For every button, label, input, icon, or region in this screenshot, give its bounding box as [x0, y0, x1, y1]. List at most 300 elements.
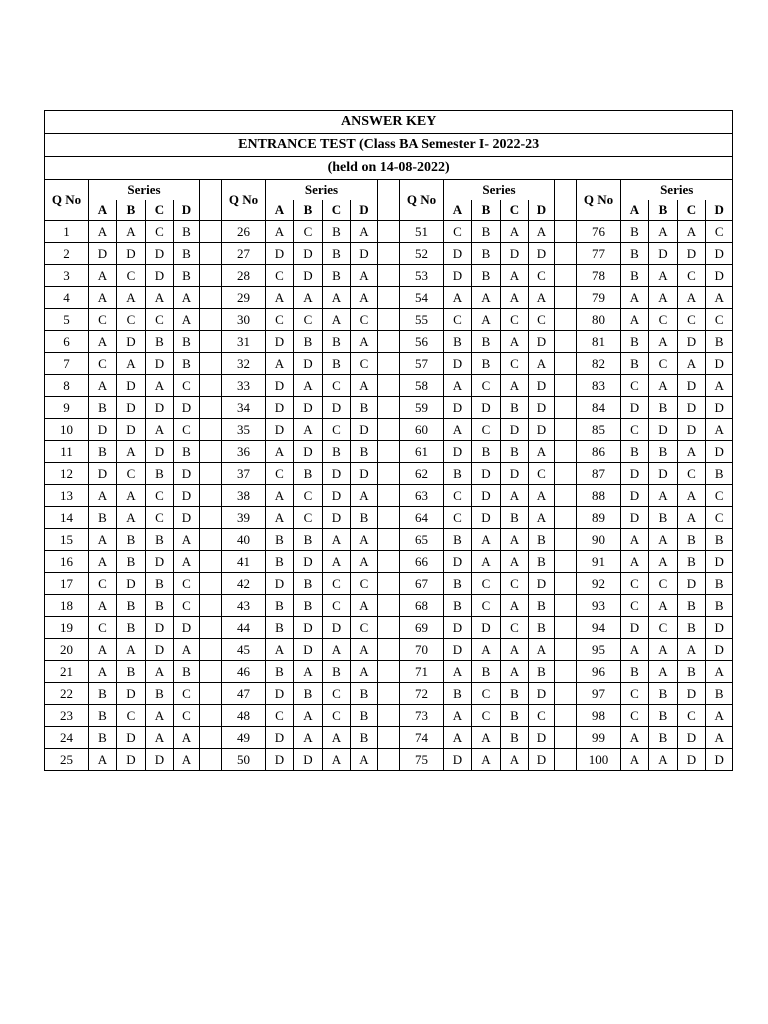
- question-number: 74: [400, 727, 444, 749]
- block-separator: [378, 705, 400, 727]
- answer-series-b: B: [649, 441, 678, 463]
- block-separator: [378, 595, 400, 617]
- answer-series-c: D: [146, 749, 174, 771]
- answer-series-c: B: [146, 463, 174, 485]
- question-number: 95: [577, 639, 621, 661]
- block-separator: [200, 683, 222, 705]
- answer-series-c: C: [501, 617, 529, 639]
- answer-series-d: B: [706, 573, 733, 595]
- answer-series-c: D: [678, 243, 706, 265]
- answer-series-b: C: [294, 507, 323, 529]
- answer-series-b: B: [294, 529, 323, 551]
- answer-series-d: C: [529, 309, 555, 331]
- question-number: 23: [45, 705, 89, 727]
- block-separator: [200, 265, 222, 287]
- series-c-header: C: [501, 200, 529, 221]
- answer-series-b: D: [472, 507, 501, 529]
- question-number: 85: [577, 419, 621, 441]
- answer-series-a: A: [89, 595, 117, 617]
- question-number: 84: [577, 397, 621, 419]
- answer-series-d: D: [706, 441, 733, 463]
- question-number: 36: [222, 441, 266, 463]
- question-number: 46: [222, 661, 266, 683]
- answer-series-a: A: [444, 661, 472, 683]
- answer-series-a: D: [444, 749, 472, 771]
- answer-series-d: A: [706, 727, 733, 749]
- answer-series-b: D: [117, 397, 146, 419]
- question-number: 30: [222, 309, 266, 331]
- question-number: 1: [45, 221, 89, 243]
- question-number: 89: [577, 507, 621, 529]
- answer-series-c: D: [146, 265, 174, 287]
- block-separator: [378, 727, 400, 749]
- held-on-date: (held on 14-08-2022): [45, 157, 733, 180]
- block-separator: [200, 180, 222, 221]
- test-subtitle: ENTRANCE TEST (Class BA Semester I- 2022-23: [45, 134, 733, 157]
- answer-series-a: A: [621, 749, 649, 771]
- page-title: ANSWER KEY: [45, 111, 733, 134]
- block-separator: [200, 485, 222, 507]
- question-number: 42: [222, 573, 266, 595]
- answer-series-d: B: [706, 331, 733, 353]
- block-separator: [555, 485, 577, 507]
- answer-series-a: A: [621, 529, 649, 551]
- answer-series-c: B: [323, 441, 351, 463]
- answer-series-a: A: [266, 353, 294, 375]
- question-number: 54: [400, 287, 444, 309]
- table-row: [45, 749, 733, 771]
- answer-series-b: D: [649, 463, 678, 485]
- answer-series-d: C: [174, 375, 200, 397]
- block-separator: [378, 617, 400, 639]
- block-separator: [200, 221, 222, 243]
- question-number: 4: [45, 287, 89, 309]
- answer-series-d: C: [174, 705, 200, 727]
- answer-series-a: B: [444, 683, 472, 705]
- answer-series-b: C: [117, 265, 146, 287]
- answer-series-a: C: [89, 617, 117, 639]
- qno-header: Q No: [400, 180, 444, 221]
- block-separator: [555, 265, 577, 287]
- block-separator: [200, 617, 222, 639]
- answer-series-d: C: [351, 573, 378, 595]
- answer-series-c: A: [323, 309, 351, 331]
- answer-series-b: A: [294, 727, 323, 749]
- question-number: 93: [577, 595, 621, 617]
- answer-series-d: D: [706, 551, 733, 573]
- answer-series-b: C: [472, 705, 501, 727]
- block-separator: [200, 375, 222, 397]
- answer-series-a: A: [444, 419, 472, 441]
- answer-series-d: B: [706, 529, 733, 551]
- answer-series-a: B: [89, 683, 117, 705]
- answer-series-b: B: [294, 595, 323, 617]
- answer-series-d: A: [351, 595, 378, 617]
- question-number: 28: [222, 265, 266, 287]
- block-separator: [378, 221, 400, 243]
- question-number: 80: [577, 309, 621, 331]
- question-number: 37: [222, 463, 266, 485]
- answer-series-a: A: [621, 727, 649, 749]
- answer-series-d: D: [529, 243, 555, 265]
- answer-series-d: A: [529, 485, 555, 507]
- answer-series-d: D: [174, 617, 200, 639]
- answer-series-b: A: [472, 309, 501, 331]
- question-number: 76: [577, 221, 621, 243]
- answer-series-a: A: [89, 639, 117, 661]
- table-row: [45, 419, 733, 441]
- answer-series-b: A: [649, 749, 678, 771]
- answer-series-b: A: [649, 221, 678, 243]
- question-number: 56: [400, 331, 444, 353]
- answer-series-a: B: [444, 573, 472, 595]
- answer-series-c: A: [501, 595, 529, 617]
- answer-series-c: B: [501, 705, 529, 727]
- answer-series-b: B: [649, 397, 678, 419]
- answer-series-c: C: [323, 683, 351, 705]
- answer-series-b: C: [117, 309, 146, 331]
- answer-series-a: C: [444, 221, 472, 243]
- answer-series-c: C: [501, 309, 529, 331]
- question-number: 22: [45, 683, 89, 705]
- answer-series-a: B: [266, 661, 294, 683]
- question-number: 57: [400, 353, 444, 375]
- answer-series-b: A: [117, 353, 146, 375]
- answer-series-a: B: [621, 353, 649, 375]
- answer-series-c: A: [501, 529, 529, 551]
- answer-series-b: A: [649, 595, 678, 617]
- answer-series-a: B: [89, 441, 117, 463]
- question-number: 66: [400, 551, 444, 573]
- question-number: 45: [222, 639, 266, 661]
- block-separator: [200, 507, 222, 529]
- block-separator: [200, 441, 222, 463]
- answer-series-b: A: [649, 529, 678, 551]
- block-separator: [200, 463, 222, 485]
- answer-series-a: D: [444, 551, 472, 573]
- answer-series-c: A: [501, 639, 529, 661]
- table-row: [45, 397, 733, 419]
- answer-series-d: B: [529, 551, 555, 573]
- answer-series-d: A: [529, 221, 555, 243]
- block-separator: [200, 331, 222, 353]
- table-row: [45, 683, 733, 705]
- block-separator: [555, 617, 577, 639]
- answer-series-b: C: [472, 419, 501, 441]
- answer-series-c: D: [501, 463, 529, 485]
- answer-series-d: B: [529, 595, 555, 617]
- block-separator: [555, 375, 577, 397]
- answer-series-d: D: [351, 419, 378, 441]
- answer-series-d: A: [351, 265, 378, 287]
- answer-series-a: D: [444, 243, 472, 265]
- answer-series-b: B: [117, 617, 146, 639]
- answer-series-a: A: [621, 551, 649, 573]
- table-row: [45, 485, 733, 507]
- answer-series-b: D: [294, 551, 323, 573]
- answer-series-b: D: [294, 639, 323, 661]
- series-a-header: A: [89, 200, 117, 221]
- answer-series-b: D: [117, 749, 146, 771]
- answer-series-c: C: [678, 309, 706, 331]
- answer-series-d: C: [529, 463, 555, 485]
- answer-series-c: D: [146, 441, 174, 463]
- answer-series-d: D: [706, 617, 733, 639]
- answer-series-a: D: [621, 397, 649, 419]
- answer-series-c: C: [146, 309, 174, 331]
- answer-series-d: D: [529, 683, 555, 705]
- answer-series-b: A: [649, 265, 678, 287]
- block-separator: [555, 683, 577, 705]
- answer-series-d: D: [706, 639, 733, 661]
- question-number: 70: [400, 639, 444, 661]
- question-number: 49: [222, 727, 266, 749]
- answer-series-b: C: [117, 705, 146, 727]
- answer-series-c: B: [323, 221, 351, 243]
- block-separator: [378, 463, 400, 485]
- answer-series-d: A: [351, 661, 378, 683]
- answer-series-a: D: [444, 441, 472, 463]
- answer-series-d: B: [706, 463, 733, 485]
- answer-series-d: D: [174, 507, 200, 529]
- question-number: 47: [222, 683, 266, 705]
- answer-series-c: C: [146, 221, 174, 243]
- series-header: Series: [266, 180, 378, 201]
- answer-series-c: A: [146, 287, 174, 309]
- answer-series-b: B: [117, 551, 146, 573]
- question-number: 2: [45, 243, 89, 265]
- answer-series-b: C: [472, 595, 501, 617]
- answer-series-d: C: [706, 485, 733, 507]
- answer-series-c: A: [678, 441, 706, 463]
- answer-series-a: A: [444, 287, 472, 309]
- answer-series-a: D: [444, 265, 472, 287]
- answer-series-b: B: [472, 441, 501, 463]
- question-number: 86: [577, 441, 621, 463]
- answer-series-a: A: [266, 507, 294, 529]
- question-number: 5: [45, 309, 89, 331]
- block-separator: [200, 551, 222, 573]
- answer-series-d: B: [174, 243, 200, 265]
- answer-series-b: D: [117, 683, 146, 705]
- answer-series-c: D: [678, 749, 706, 771]
- block-separator: [378, 375, 400, 397]
- answer-series-c: A: [501, 375, 529, 397]
- answer-series-d: C: [351, 617, 378, 639]
- answer-series-d: C: [706, 221, 733, 243]
- answer-series-a: D: [621, 507, 649, 529]
- answer-series-b: D: [649, 419, 678, 441]
- answer-series-a: B: [444, 463, 472, 485]
- answer-series-a: C: [266, 463, 294, 485]
- answer-series-c: A: [323, 727, 351, 749]
- answer-series-d: B: [174, 265, 200, 287]
- answer-series-a: C: [89, 573, 117, 595]
- question-number: 26: [222, 221, 266, 243]
- block-separator: [200, 749, 222, 771]
- answer-series-c: D: [146, 639, 174, 661]
- answer-series-d: C: [706, 309, 733, 331]
- answer-series-a: C: [444, 309, 472, 331]
- answer-series-c: D: [501, 243, 529, 265]
- series-d-header: D: [174, 200, 200, 221]
- answer-series-d: A: [706, 419, 733, 441]
- block-separator: [378, 419, 400, 441]
- answer-series-b: C: [472, 573, 501, 595]
- block-separator: [200, 661, 222, 683]
- answer-series-c: D: [323, 397, 351, 419]
- answer-series-b: B: [649, 705, 678, 727]
- answer-series-a: B: [621, 243, 649, 265]
- answer-series-b: A: [294, 375, 323, 397]
- answer-series-a: C: [621, 375, 649, 397]
- answer-series-c: A: [678, 639, 706, 661]
- series-b-header: B: [472, 200, 501, 221]
- answer-series-c: A: [323, 639, 351, 661]
- answer-series-d: A: [174, 727, 200, 749]
- answer-series-d: B: [351, 705, 378, 727]
- answer-series-d: C: [174, 573, 200, 595]
- answer-series-b: A: [472, 749, 501, 771]
- answer-series-c: A: [323, 529, 351, 551]
- table-row: [45, 507, 733, 529]
- answer-series-a: A: [266, 221, 294, 243]
- answer-series-a: B: [266, 617, 294, 639]
- block-separator: [378, 639, 400, 661]
- answer-series-c: A: [501, 485, 529, 507]
- answer-series-d: B: [706, 595, 733, 617]
- question-number: 41: [222, 551, 266, 573]
- answer-series-b: B: [649, 507, 678, 529]
- question-number: 19: [45, 617, 89, 639]
- answer-series-d: D: [706, 749, 733, 771]
- answer-series-b: D: [472, 397, 501, 419]
- answer-series-c: B: [501, 727, 529, 749]
- block-separator: [555, 221, 577, 243]
- block-separator: [378, 331, 400, 353]
- answer-series-c: B: [146, 529, 174, 551]
- table-row: [45, 573, 733, 595]
- answer-series-d: A: [351, 551, 378, 573]
- table-row: [45, 265, 733, 287]
- table-row: [45, 705, 733, 727]
- answer-series-d: B: [706, 683, 733, 705]
- table-row: [45, 375, 733, 397]
- question-number: 83: [577, 375, 621, 397]
- answer-series-b: D: [294, 243, 323, 265]
- answer-series-a: A: [621, 287, 649, 309]
- answer-series-a: D: [621, 463, 649, 485]
- block-separator: [555, 639, 577, 661]
- answer-series-c: B: [501, 441, 529, 463]
- block-separator: [555, 441, 577, 463]
- answer-series-d: C: [529, 705, 555, 727]
- question-number: 15: [45, 529, 89, 551]
- answer-series-b: B: [294, 463, 323, 485]
- answer-series-d: A: [174, 309, 200, 331]
- answer-series-b: D: [472, 463, 501, 485]
- question-number: 58: [400, 375, 444, 397]
- answer-series-b: C: [649, 573, 678, 595]
- answer-series-b: A: [649, 331, 678, 353]
- answer-series-d: C: [706, 507, 733, 529]
- answer-series-b: C: [472, 375, 501, 397]
- question-number: 38: [222, 485, 266, 507]
- answer-series-b: D: [294, 749, 323, 771]
- answer-series-d: A: [351, 375, 378, 397]
- block-separator: [378, 749, 400, 771]
- answer-series-b: B: [294, 331, 323, 353]
- block-separator: [378, 265, 400, 287]
- answer-series-b: A: [472, 639, 501, 661]
- block-separator: [378, 683, 400, 705]
- block-separator: [555, 749, 577, 771]
- answer-series-b: A: [117, 221, 146, 243]
- answer-series-a: D: [444, 617, 472, 639]
- answer-series-c: D: [146, 397, 174, 419]
- answer-series-b: A: [472, 529, 501, 551]
- answer-series-b: C: [649, 617, 678, 639]
- answer-series-c: D: [146, 617, 174, 639]
- answer-series-d: D: [174, 397, 200, 419]
- answer-series-c: B: [678, 661, 706, 683]
- series-c-header: C: [146, 200, 174, 221]
- answer-series-b: C: [117, 463, 146, 485]
- block-separator: [200, 419, 222, 441]
- answer-series-b: D: [117, 331, 146, 353]
- block-separator: [555, 331, 577, 353]
- question-number: 17: [45, 573, 89, 595]
- answer-series-d: B: [174, 353, 200, 375]
- answer-series-c: A: [678, 353, 706, 375]
- answer-series-c: D: [501, 419, 529, 441]
- answer-series-b: D: [294, 353, 323, 375]
- question-number: 40: [222, 529, 266, 551]
- question-number: 44: [222, 617, 266, 639]
- answer-series-b: A: [294, 419, 323, 441]
- question-number: 55: [400, 309, 444, 331]
- block-separator: [378, 287, 400, 309]
- answer-series-a: B: [621, 441, 649, 463]
- answer-series-a: A: [89, 375, 117, 397]
- answer-series-d: B: [174, 661, 200, 683]
- question-number: 31: [222, 331, 266, 353]
- answer-series-a: D: [266, 749, 294, 771]
- answer-series-b: A: [472, 551, 501, 573]
- block-separator: [555, 661, 577, 683]
- answer-series-d: B: [529, 617, 555, 639]
- answer-series-b: D: [472, 617, 501, 639]
- answer-series-d: B: [529, 529, 555, 551]
- answer-series-d: C: [351, 309, 378, 331]
- question-number: 33: [222, 375, 266, 397]
- answer-series-c: C: [678, 705, 706, 727]
- answer-series-b: D: [649, 243, 678, 265]
- question-number: 52: [400, 243, 444, 265]
- answer-series-c: B: [501, 683, 529, 705]
- answer-series-c: D: [323, 617, 351, 639]
- answer-series-b: D: [117, 243, 146, 265]
- answer-series-b: B: [117, 661, 146, 683]
- question-number: 50: [222, 749, 266, 771]
- block-separator: [200, 573, 222, 595]
- answer-series-b: C: [649, 309, 678, 331]
- answer-series-d: B: [174, 331, 200, 353]
- answer-series-a: A: [89, 221, 117, 243]
- series-b-header: B: [649, 200, 678, 221]
- answer-series-a: B: [621, 331, 649, 353]
- answer-series-b: B: [117, 595, 146, 617]
